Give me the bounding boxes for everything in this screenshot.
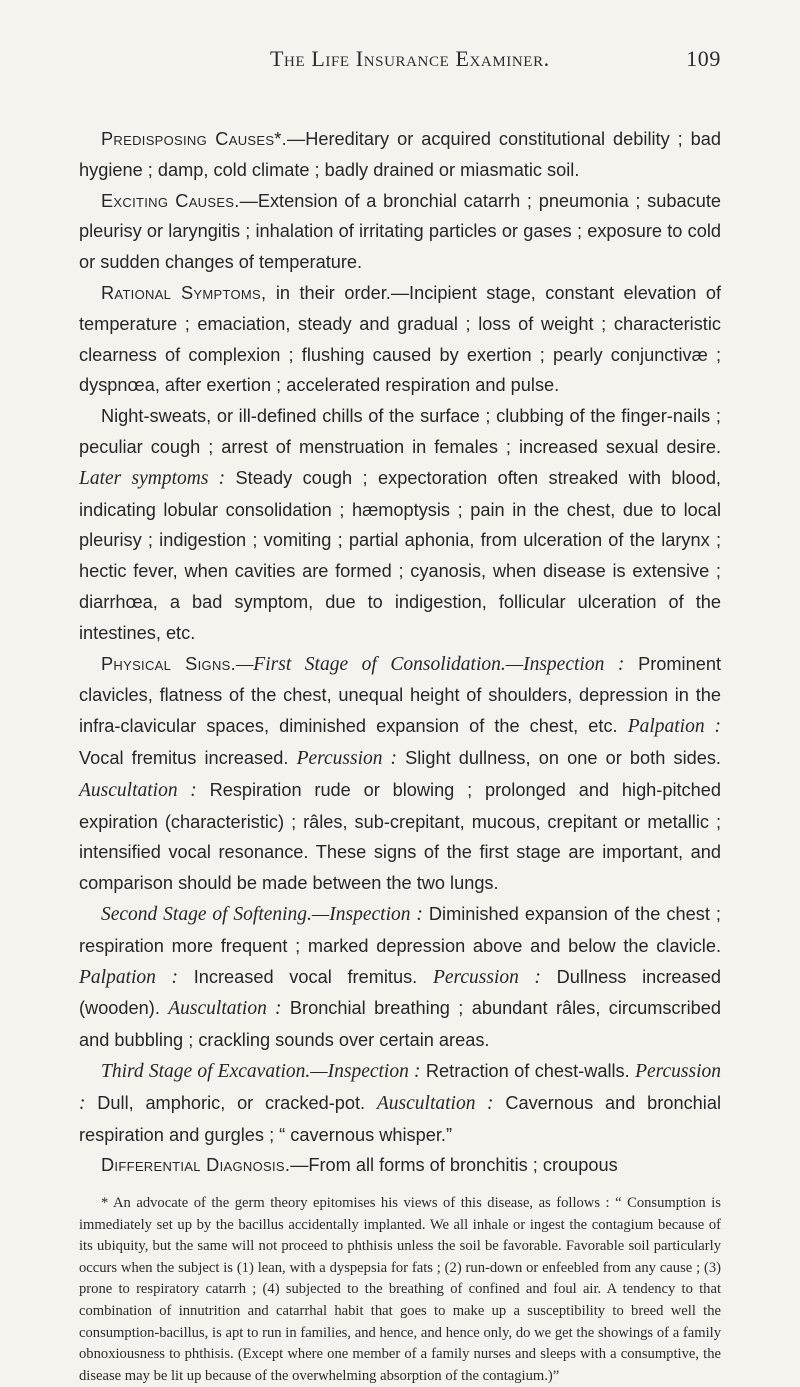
- label-palpation: Palpation :: [79, 966, 178, 988]
- heading-rational-symptoms: Rational Symptoms,: [101, 282, 267, 303]
- footnote-text: * An advocate of the germ theory epitomises his views of this disease, as follows : “ Consumption is immediately set up by the bacillus accidentally implanted. We all inhale or ingest the contagium because of its ubiquity, but the same will not proceed to phthisis unless the soil be favorable. Favorable soil particularly occurs when the subject is (1) lean, with a dyspepsia for fats ; (2) run-down or enfeebled from any cause ; (3) prone to respiratory catarrh ; (4) subjected to the breathing of confined and foul air. A tendency to that combination of innutrition and catarrhal habit that goes to make up a susceptibility to breed well the consumption-bacillus, is apt to run in families, and hence, and hence only, do we get the showings of a family obnoxiousness to phthisis. (Except where one member of a family nurses and sleeps with a consumptive, the disease may be lit up because of the overwhelming absorption of the contagium.)”: [79, 1195, 721, 1384]
- paragraph-text: Increased vocal fremitus.: [177, 966, 433, 987]
- heading-exciting-causes: Exciting Causes.: [101, 190, 240, 211]
- label-later-symptoms: Later symptoms :: [79, 467, 226, 489]
- paragraph-third-stage: [79, 1056, 721, 1150]
- paragraph-text: —Extension of a bronchial catarrh ; pneumonia ; subacute pleurisy or laryngitis ; inhalation of irritating particles or gases ; exposure to cold or sudden changes of temperature.: [79, 190, 721, 273]
- paragraph-text: —From all forms of bronchitis ; croupous: [290, 1155, 618, 1176]
- paragraph-text: Respiration rude or blowing ; prolonged and high-pitched expiration (characteristic) ; râles, sub-crepitant, mucous, crepitant or metallic ; intensified vocal resonance. These signs of the first stage are important, and comparison should be made between the two lungs.: [79, 779, 722, 894]
- paragraph-text: Dull, amphoric, or cracked-pot.: [85, 1092, 377, 1113]
- paragraph-physical-signs: [79, 649, 721, 899]
- paragraph-text: Steady cough ; expectoration often streaked with blood, indicating lobular consolidation ; hæmoptysis ; pain in the chest, due to local pleurisy ; indigestion ; vomiting ; partial aphonia, from ulceration of the larynx ; hectic fever, when cavities are formed ; cyanosis, when disease is extensive ; diarrhœa, a bad symptom, due to indigestion, follicular ulceration of the intestines, etc.: [79, 467, 721, 643]
- heading-physical-signs: Physical Signs.: [101, 653, 236, 674]
- paragraph-text: Vocal fremitus increased.: [79, 747, 297, 768]
- paragraph-text: Diminished expansion of the chest ; respiration more frequent ; marked depression above and below the clavicle.: [79, 903, 721, 956]
- heading-differential-diagnosis: Differential Diagnosis.: [101, 1155, 291, 1176]
- label-percussion: Percussion :: [79, 1060, 722, 1114]
- paragraph-text: Cavernous and bronchial respiration and gurgles ; “ cavernous whisper.”: [79, 1092, 721, 1145]
- running-head: [79, 40, 721, 80]
- running-title: The Life Insurance Examiner.: [270, 46, 550, 71]
- body-text: [79, 124, 721, 1181]
- label-third-stage: Third Stage of Excavation.—Inspection :: [101, 1060, 421, 1082]
- paragraph-text: Retraction of chest-walls.: [420, 1060, 636, 1081]
- paragraph-differential-diagnosis: [79, 1150, 721, 1181]
- paragraph-text: Bronchial breathing ; abundant râles, circumscribed and bubbling ; crackling sounds over certain areas.: [79, 998, 721, 1051]
- label-palpation: Palpation :: [627, 716, 721, 738]
- paragraph-text: in their order.—Incipient stage, constant elevation of temperature ; emaciation, steady and gradual ; loss of weight ; characteristic clearness of complexion ; flushing caused by exertion ; pearly conjunctivæ ; dyspnœa, after exertion ; accelerated respiration and pulse.: [79, 282, 721, 396]
- paragraph-second-stage: [79, 899, 721, 1056]
- paragraph-text: Night-sweats, or ill-defined chills of the surface ; clubbing of the finger-nails ; peculiar cough ; arrest of menstruation in females ; increased sexual desire.: [79, 406, 721, 457]
- label-auscultation: Auscultation :: [168, 998, 282, 1020]
- paragraph-text: —Hereditary or acquired constitutional debility ; bad hygiene ; damp, cold climate ; badly drained or miasmatic soil.: [79, 129, 721, 180]
- footnote: [79, 1193, 721, 1387]
- page-number: 109: [686, 46, 721, 71]
- heading-predisposing-causes: Predisposing Causes*.: [101, 129, 288, 149]
- paragraph-exciting-causes: [79, 186, 721, 278]
- paragraph-text: Slight dullness, on one or both sides.: [396, 747, 721, 768]
- paragraph-text: Prominent clavicles, flatness of the chest, unequal height of shoulders, depression in the infra-clavicular spaces, diminished expansion of the chest, etc.: [79, 653, 721, 737]
- paragraph-night-sweats: [79, 401, 721, 648]
- label-first-stage: —First Stage of Consolidation.—Inspection :: [235, 653, 625, 675]
- label-auscultation: Auscultation :: [376, 1092, 494, 1114]
- label-second-stage: Second Stage of Softening.—Inspection :: [101, 903, 423, 925]
- paragraph-predisposing-causes: [79, 124, 721, 186]
- paragraph-text: Dullness increased (wooden).: [79, 966, 721, 1019]
- label-percussion: Percussion :: [296, 747, 397, 769]
- paragraph-rational-symptoms: [79, 278, 721, 401]
- label-auscultation: Auscultation :: [79, 779, 197, 801]
- label-percussion: Percussion :: [432, 966, 541, 988]
